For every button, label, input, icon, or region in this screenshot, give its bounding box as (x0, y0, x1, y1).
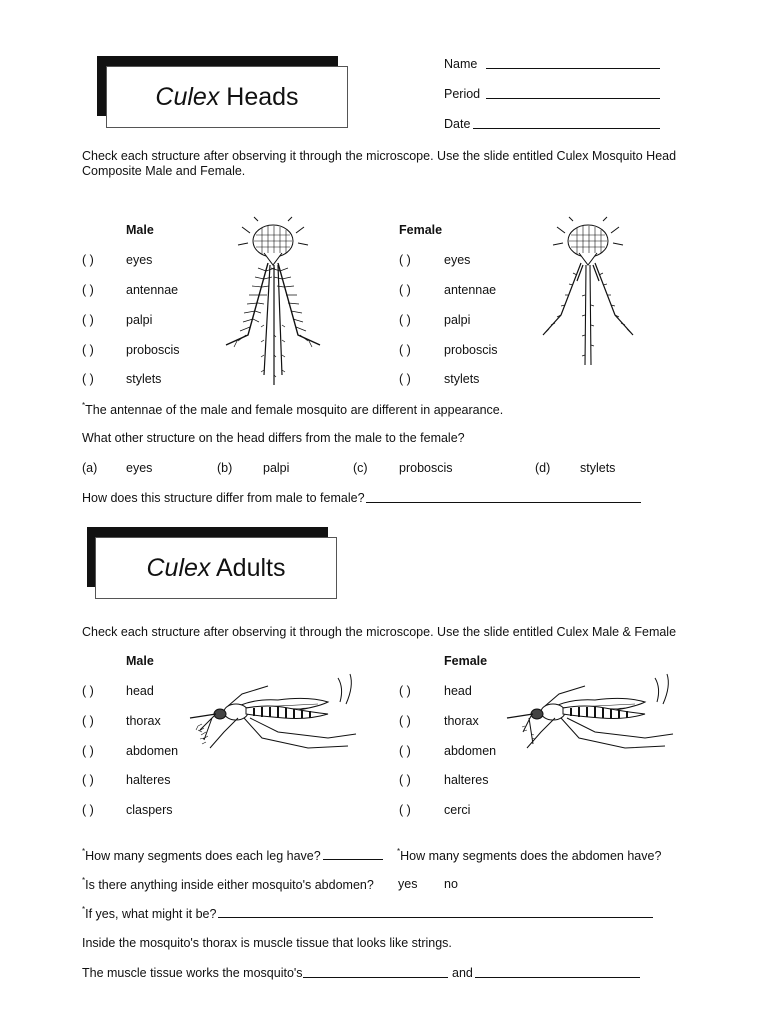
choice-b-text: palpi (263, 461, 290, 475)
female-item-eyes: eyes (444, 253, 471, 267)
checkbox-adult-male-claspers[interactable]: ( ) (82, 803, 94, 817)
female-item-stylets: stylets (444, 372, 480, 386)
checkbox-adult-male-halteres[interactable]: ( ) (82, 773, 94, 787)
adults-instructions: Check each structure after observing it through the microscope. Use the slide entitled Culex Male & Female (82, 625, 677, 639)
name-label: Name (444, 57, 478, 71)
male-item-eyes: eyes (126, 253, 153, 267)
choice-a-letter[interactable]: (a) (82, 461, 98, 475)
thorax-muscle-note: Inside the mosquito's thorax is muscle tissue that looks like strings. (82, 936, 452, 950)
what-might-it-be-question: *If yes, what might it be? (82, 905, 217, 922)
male-mosquito-head-illustration (218, 215, 328, 400)
adult-female-item-halteres: halteres (444, 773, 489, 787)
checkbox-adult-female-cerci[interactable]: ( ) (399, 803, 411, 817)
leg-segments-answer-field[interactable] (323, 859, 383, 860)
how-differ-answer-field[interactable] (366, 502, 641, 503)
female-mosquito-head-illustration (533, 215, 643, 375)
choice-d-letter[interactable]: (d) (535, 461, 551, 475)
checkbox-male-proboscis[interactable]: ( ) (82, 343, 94, 357)
checkbox-adult-female-head[interactable]: ( ) (399, 684, 411, 698)
adults-title: Culex Adults (95, 537, 337, 599)
checkbox-male-stylets[interactable]: ( ) (82, 372, 94, 386)
adult-male-item-halteres: halteres (126, 773, 171, 787)
checkbox-male-antennae[interactable]: ( ) (82, 283, 94, 297)
period-label: Period (444, 87, 481, 101)
female-item-palpi: palpi (444, 313, 471, 327)
heads-title: Culex Heads (106, 66, 348, 128)
antennae-note: *The antennae of the male and female mosquito are different in appearance. (82, 401, 504, 418)
checkbox-adult-female-thorax[interactable]: ( ) (399, 714, 411, 728)
female-mosquito-adult-illustration (505, 668, 675, 758)
heads-female-header: Female (399, 223, 443, 237)
yes-option[interactable]: yes (398, 877, 418, 891)
checkbox-female-palpi[interactable]: ( ) (399, 313, 411, 327)
adults-female-header: Female (444, 654, 488, 668)
muscle-works-answer-2[interactable] (475, 977, 640, 978)
head-differs-question: What other structure on the head differs from the male to the female? (82, 431, 465, 445)
how-differ-question: How does this structure differ from male to female? (82, 491, 365, 505)
muscle-works-answer-1[interactable] (303, 977, 448, 978)
male-item-palpi: palpi (126, 313, 153, 327)
female-item-antennae: antennae (444, 283, 497, 297)
choice-b-letter[interactable]: (b) (217, 461, 233, 475)
choice-a-text: eyes (126, 461, 153, 475)
female-item-proboscis: proboscis (444, 343, 498, 357)
adult-female-item-thorax: thorax (444, 714, 479, 728)
male-item-proboscis: proboscis (126, 343, 180, 357)
adult-male-item-claspers: claspers (126, 803, 173, 817)
checkbox-adult-male-head[interactable]: ( ) (82, 684, 94, 698)
muscle-works-and: and (452, 966, 473, 980)
choice-c-text: proboscis (399, 461, 453, 475)
checkbox-female-stylets[interactable]: ( ) (399, 372, 411, 386)
male-item-stylets: stylets (126, 372, 162, 386)
checkbox-male-palpi[interactable]: ( ) (82, 313, 94, 327)
adult-male-item-abdomen: abdomen (126, 744, 179, 758)
checkbox-adult-male-thorax[interactable]: ( ) (82, 714, 94, 728)
heads-instructions-line2: Composite Male and Female. (82, 164, 246, 178)
adult-female-item-abdomen: abdomen (444, 744, 497, 758)
adult-female-item-cerci: cerci (444, 803, 471, 817)
adult-male-item-head: head (126, 684, 154, 698)
heads-male-header: Male (126, 223, 154, 237)
heads-instructions-line1: Check each structure after observing it through the microscope. Use the slide entitled Culex Mosquito Head (82, 149, 677, 163)
what-might-it-be-answer-field[interactable] (218, 917, 653, 918)
abdomen-contents-question: *Is there anything inside either mosquito's abdomen? (82, 876, 374, 893)
checkbox-adult-male-abdomen[interactable]: ( ) (82, 744, 94, 758)
adult-male-item-thorax: thorax (126, 714, 161, 728)
checkbox-female-antennae[interactable]: ( ) (399, 283, 411, 297)
abdomen-segments-question: *How many segments does the abdomen have? (397, 847, 662, 864)
male-item-antennae: antennae (126, 283, 179, 297)
no-option[interactable]: no (444, 877, 458, 891)
date-field[interactable] (473, 128, 660, 129)
male-mosquito-adult-illustration (188, 668, 358, 758)
muscle-works-prefix: The muscle tissue works the mosquito's (82, 966, 303, 980)
adult-female-item-head: head (444, 684, 472, 698)
checkbox-adult-female-halteres[interactable]: ( ) (399, 773, 411, 787)
checkbox-female-proboscis[interactable]: ( ) (399, 343, 411, 357)
checkbox-female-eyes[interactable]: ( ) (399, 253, 411, 267)
checkbox-adult-female-abdomen[interactable]: ( ) (399, 744, 411, 758)
choice-d-text: stylets (580, 461, 616, 475)
adults-male-header: Male (126, 654, 154, 668)
choice-c-letter[interactable]: (c) (353, 461, 368, 475)
period-field[interactable] (486, 98, 660, 99)
checkbox-male-eyes[interactable]: ( ) (82, 253, 94, 267)
date-label: Date (444, 117, 471, 131)
leg-segments-question: *How many segments does each leg have? (82, 847, 321, 864)
name-field[interactable] (486, 68, 660, 69)
